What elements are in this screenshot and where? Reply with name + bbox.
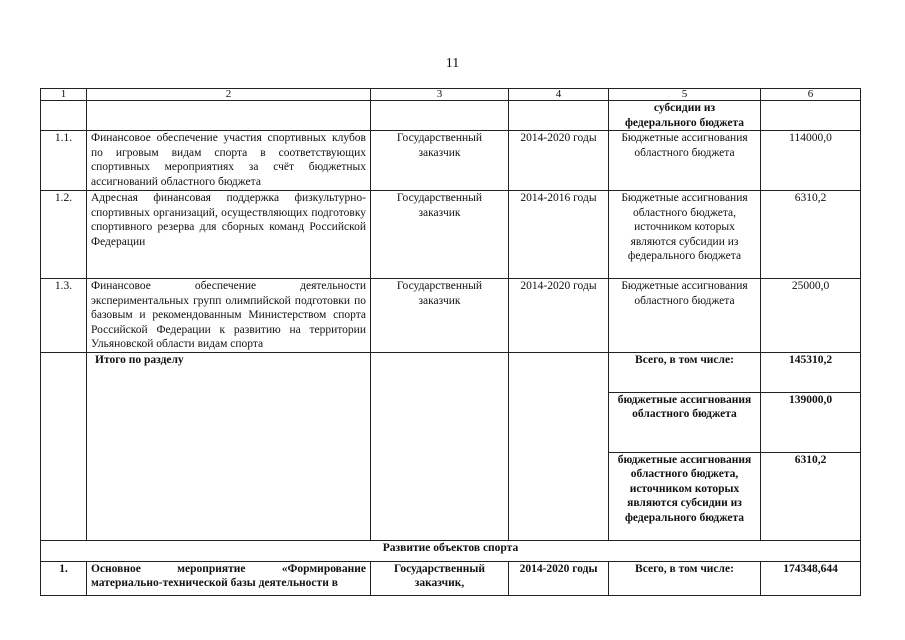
funding-source <box>609 101 761 131</box>
total-source: бюджетные ассигнования областного бюджета, источником которых являются субсидии из федерального бюджета <box>609 452 761 540</box>
funding-source: Бюджетные ассигнования областного бюджета <box>609 131 761 191</box>
item-number: 1.2. <box>41 191 87 279</box>
item-executor: Государственный заказчик, <box>371 561 509 595</box>
item-number: 1.3. <box>41 279 87 353</box>
item-executor: Государственный заказчик <box>371 191 509 279</box>
continuation-row <box>41 101 861 131</box>
table-row <box>41 191 861 279</box>
item-number: 1.1. <box>41 131 87 191</box>
table-row <box>41 279 861 353</box>
total-amount: 139000,0 <box>761 392 861 452</box>
item-amount: 114000,0 <box>761 131 861 191</box>
item-period: 2014-2020 годы <box>509 561 609 595</box>
funding-source: Бюджетные ассигнования областного бюджета, источником которых являются субсидии из федерального бюджета <box>609 191 761 279</box>
section-title: Развитие объектов спорта <box>41 540 861 561</box>
program-table <box>40 88 861 596</box>
item-amount: 174348,644 <box>761 561 861 595</box>
funding-source-line: субсидии из <box>653 102 716 114</box>
column-number: 4 <box>509 89 609 101</box>
item-description: Финансовое обеспечение участия спортивных клубов по игровым видам спорта в соответствующих спортивных мероприятиях за счёт бюджетных ассигнований областного бюджета <box>87 131 371 191</box>
total-row <box>41 352 861 392</box>
column-number: 2 <box>87 89 371 101</box>
item-amount: 6310,2 <box>761 191 861 279</box>
column-number: 1 <box>41 89 87 101</box>
total-source: Всего, в том числе: <box>609 352 761 392</box>
item-description: Адресная финансовая поддержка физкультурно-спортивных организаций, осуществляющих подготовку спортивного резерва для сборных команд Российской Федерации <box>87 191 371 279</box>
item-period: 2014-2020 годы <box>509 279 609 353</box>
funding-source: Бюджетные ассигнования областного бюджета <box>609 279 761 353</box>
total-amount: 145310,2 <box>761 352 861 392</box>
funding-source-line: федерального бюджета <box>624 116 745 129</box>
item-executor: Государственный заказчик <box>371 131 509 191</box>
table-row <box>41 131 861 191</box>
total-source: бюджетные ассигнования областного бюджета <box>609 392 761 452</box>
column-number-row <box>41 89 861 101</box>
page-number: 11 <box>445 56 460 71</box>
item-executor: Государственный заказчик <box>371 279 509 353</box>
item-period: 2014-2020 годы <box>509 131 609 191</box>
total-label: Итого по разделу <box>87 352 371 540</box>
item-description: Основное мероприятие «Формирование материально-технической базы деятельности в <box>87 561 371 595</box>
total-amount: 6310,2 <box>761 452 861 540</box>
column-number: 6 <box>761 89 861 101</box>
item-description: Финансовое обеспечение деятельности экспериментальных групп олимпийской подготовки по базовым и рекомендованным Министерством спорта Российской Федерации к развитию на территории Ульяновской области видам спорта <box>87 279 371 353</box>
column-number: 3 <box>371 89 509 101</box>
item-period: 2014-2016 годы <box>509 191 609 279</box>
column-number: 5 <box>609 89 761 101</box>
funding-source: Всего, в том числе: <box>609 561 761 595</box>
section-row <box>41 540 861 561</box>
item-amount: 25000,0 <box>761 279 861 353</box>
table-row <box>41 561 861 595</box>
item-number: 1. <box>41 561 87 595</box>
